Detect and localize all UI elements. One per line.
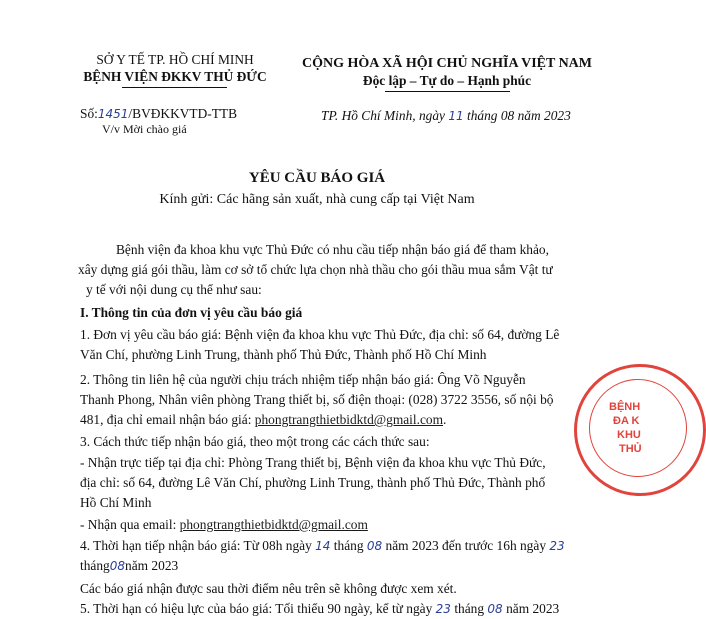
item-4-c: năm 2023 đến trước 16h ngày (385, 538, 547, 553)
item-3-line-3: địa chỉ: số 64, đường Lê Văn Chí, phường Linh Trung, thành phố Thủ Đức, Thành phố (80, 475, 546, 490)
ministry-name: SỞ Y TẾ TP. HỒ CHÍ MINH (96, 52, 254, 67)
item-5-day-handwritten: 23 (435, 602, 451, 616)
stamp-line-4: THỦ (619, 443, 642, 455)
document-title: YÊU CẦU BÁO GIÁ (248, 170, 386, 186)
item-4-a: 4. Thời hạn tiếp nhận báo giá: Từ 08h ngày (80, 538, 312, 553)
item-5-month-handwritten: 08 (487, 602, 503, 616)
item-2-line-2: Thanh Phong, Nhân viên phòng Trang thiết bị, số điện thoại: (028) 3722 3556, số nội bộ (80, 392, 554, 407)
document-subject: V/v Mời chào giá (102, 122, 187, 136)
item-4-line-1 (80, 536, 606, 556)
item-4-day1-handwritten: 14 (315, 539, 331, 553)
stamp-line-3: KHU (617, 429, 641, 441)
intro-line-2: xây dựng giá gói thầu, làm cơ sở tổ chức lựa chọn nhà thầu cho gói thầu mua sắm Vật tư (78, 262, 553, 277)
late-note: Các báo giá nhận được sau thời điểm nêu trên sẽ không được xem xét. (80, 581, 457, 596)
item-5-b: tháng (454, 601, 485, 616)
item-5-a: 5. Thời hạn có hiệu lực của báo giá: Tối thiểu 90 ngày, kể từ ngày (80, 601, 433, 616)
doc-no-suffix: /BVĐKKVTD-TTB (128, 106, 238, 121)
item-4-line-2 (80, 556, 606, 576)
date-prefix: TP. Hồ Chí Minh, ngày (321, 108, 445, 123)
national-motto: Độc lập – Tự do – Hạnh phúc (362, 73, 532, 88)
item-2-line-3 (80, 410, 606, 430)
item-2-line-1: 2. Thông tin liên hệ của người chịu trách nhiệm tiếp nhận báo giá: Ông Võ Nguyễn (80, 372, 526, 387)
motto-underline (385, 91, 510, 92)
item-4-b: tháng (333, 538, 364, 553)
doc-no-handwritten: 1451 (97, 107, 129, 121)
item-5-line-1 (80, 599, 606, 619)
section-1-heading: I. Thông tin của đơn vị yêu cầu báo giá (80, 305, 303, 320)
item-1-line-2: Văn Chí, phường Linh Trung, thành phố Thủ Đức, Thành phố Hồ Chí Minh (80, 347, 487, 362)
item-2-line-3-text: 481, địa chỉ email nhận báo giá: (80, 412, 255, 427)
item-5-c: năm 2023 (506, 601, 560, 616)
email-link-2[interactable]: phongtrangthietbidktd@gmail.com (179, 517, 368, 532)
item-2-line-3-end: . (443, 412, 447, 427)
hospital-underline (122, 87, 227, 88)
item-4-d: tháng (80, 558, 110, 573)
item-4-day2-handwritten: 23 (549, 539, 565, 553)
email-link[interactable]: phongtrangthietbidktd@gmail.com (254, 412, 444, 427)
intro-line-3: y tế với nội dung cụ thể như sau: (86, 282, 262, 297)
item-4-month1-handwritten: 08 (366, 539, 383, 553)
stamp-line-1: BỆNH (609, 401, 641, 413)
doc-no-prefix: Số: (80, 106, 98, 121)
intro-line-1: Bệnh viện đa khoa khu vực Thủ Đức có nhu cầu tiếp nhận báo giá để tham khảo, (116, 242, 549, 257)
recipient: Kính gửi: Các hãng sản xuất, nhà cung cấp tại Việt Nam (159, 192, 475, 207)
email-receive-line (80, 515, 606, 535)
document-body (78, 240, 606, 616)
item-3-line-1: 3. Cách thức tiếp nhận báo giá, theo một trong các cách thức sau: (80, 434, 430, 449)
item-4-e: năm 2023 (125, 558, 179, 573)
stamp-line-2: ĐA K (613, 415, 640, 427)
document-date (321, 108, 571, 124)
document-number (80, 106, 237, 122)
nation-title: CỘNG HÒA XÃ HỘI CHỦ NGHĨA VIỆT NAM (301, 56, 592, 71)
date-day-handwritten: 11 (448, 109, 464, 123)
item-3-line-2: - Nhận trực tiếp tại địa chỉ: Phòng Trang thiết bị, Bệnh viện đa khoa khu vực Thủ Đức, (80, 455, 546, 470)
item-4-month2-handwritten: 08 (109, 559, 126, 573)
item-3-line-4: Hồ Chí Minh (80, 495, 152, 510)
date-suffix: tháng 08 năm 2023 (467, 108, 571, 123)
hospital-name: BỆNH VIỆN ĐKKV THỦ ĐỨC (83, 69, 267, 84)
email-label: - Nhận qua email: (80, 517, 180, 532)
item-1-line-1: 1. Đơn vị yêu cầu báo giá: Bệnh viện đa khoa khu vực Thủ Đức, địa chỉ: số 64, đường Lê (80, 327, 560, 342)
